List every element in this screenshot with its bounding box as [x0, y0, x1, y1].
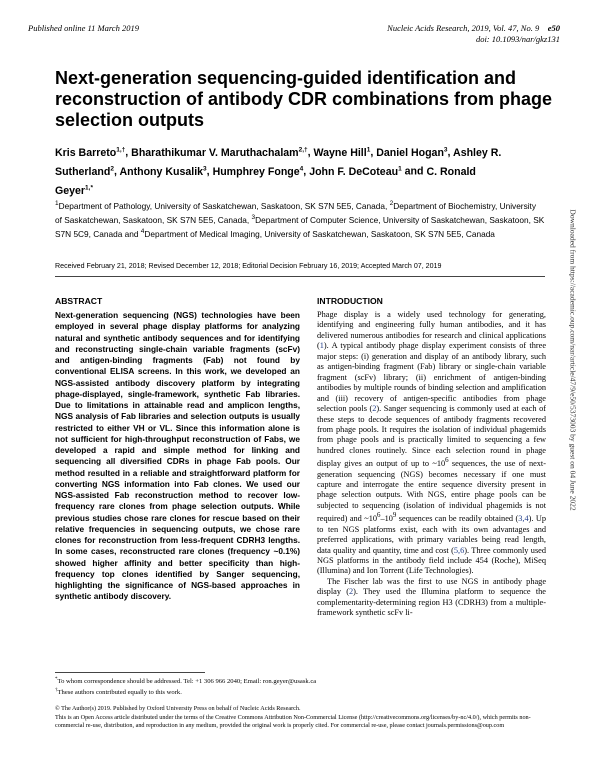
author: Bharathikumar V. Maruthachalam$^{2,\dagger}$: [131, 146, 308, 159]
citation-link[interactable]: 2: [349, 587, 354, 597]
author: Kris Barreto$^{1,\dagger}$: [55, 146, 126, 159]
author: C. Ronald Geyer$^{1,*}$: [55, 165, 476, 197]
doi: doi: 10.1093/nar/gkz131: [475, 34, 560, 44]
citation-link[interactable]: 2: [372, 404, 377, 414]
author: Anthony Kusalik$^3$: [119, 165, 207, 178]
paragraph: The Fischer lab was the first to use NGS in antibody phage display (2). They used the Illumina platform to sequence the complementarity-determining region H3 (CDRH3) from a multiple-framework synthetic scFv li-: [317, 576, 546, 618]
footnotes: [55, 675, 545, 698]
divider: [55, 276, 545, 277]
citation-link[interactable]: 3,4: [518, 514, 529, 524]
author: Ashley R. Sutherland$^2$: [55, 146, 502, 178]
author: Humphrey Fonge$^4$: [212, 165, 304, 178]
received-dates: Received February 21, 2018; Revised December 12, 2018; Editorial Decision February 16, 2019; Accepted March 07, 2019: [55, 262, 442, 270]
author-list: Kris Barreto$^{1,\dagger}$, Bharathikumar V. Maruthachalam$^{2,\dagger}$, Wayne Hill$^1$, Daniel Hogan$^3$, Ashley R. Sutherland$^2$, Anthony Kusalik$^3$, Humphrey Fonge$^4$, John F. DeCoteau$^1$ and C. Ronald Geyer$^{1,*}$: [55, 146, 502, 197]
author: Daniel Hogan$^3$: [376, 146, 448, 159]
author: Wayne Hill$^1$: [313, 146, 371, 159]
footnote: *To whom correspondence should be addressed. Tel: +1 306 966 2040; Email: ron.geyer@usask.ca: [55, 677, 317, 686]
introduction-text: [317, 310, 546, 619]
journal-citation: [387, 23, 560, 45]
abstract-heading: ABSTRACT: [55, 296, 103, 306]
footnote: †These authors contributed equally to this work.: [55, 688, 182, 697]
citation-link[interactable]: 5,6: [453, 545, 465, 555]
journal-name: Nucleic Acids Research, 2019, Vol. 47, No. 9: [387, 23, 540, 33]
author: John F. DeCoteau$^1$: [309, 165, 402, 178]
license-text: © The Author(s) 2019. Published by Oxford University Press on behalf of Nucleic Acids Research. This is an Open Access article distributed under the terms of the Creative Commons Attribution Non-Commercial License (http://creativecommons.org/licenses/by-nc/4.0/), which permits non-commercial re-use, distribution, and reproduction in any medium, provided the original work is properly cited. For commercial re-use, please contact journals.permissions@oup.com: [55, 705, 531, 730]
paper-title: Next-generation sequencing-guided identification and reconstruction of antibody CDR combinations from phage selection outputs: [55, 68, 553, 130]
published-date: Published online 11 March 2019: [28, 23, 139, 33]
article-id: e50: [547, 23, 560, 33]
citation-link[interactable]: 1: [319, 341, 324, 351]
abstract-text: Next-generation sequencing (NGS) technologies have been employed in several phage display platforms for analyzing natural and synthetic antibody sequences and for identifying and reconstructing single-chain variable fragments (scFv) and antigen-binding fragments (Fab) not found by conventional ELISA screens. In this work, we developed an NGS-assisted antibody discovery platform by integrating phage-displayed, single-framework, synthetic Fab libraries. Due to limitations in attainable read and amplicon lengths, NGS analysis of Fab libraries and selection outputs is usually restricted to either VH or VL. Since this information alone is not sufficient for high-throughput reconstruction of Fabs, we developed a rapid and simple method for linking and sequencing all diversified CDRs in phage Fab pools. Our method resulted in a reliable and straightforward platform for converting NGS information into Fab clones. We used our NGS-assisted Fab reconstruction method to recover low-frequency rare clones from phage selection outputs. While previous studies chose rare clones for rescue based on their relative frequencies in sequencing outputs, we chose rare clones for reconstruction from less-frequent CDRH3 lengths. In some cases, reconstructed rare clones (frequency ~0.1%) showed higher affinity and better specificity than high-frequency top clones identified by Sanger sequencing, highlighting the significance of NGS-based approaches in synthetic antibody discovery.: [55, 310, 300, 602]
introduction-heading: INTRODUCTION: [317, 296, 383, 306]
affiliations: $^1$Department of Pathology, University of Saskatchewan, Saskatoon, SK S7N 5E5, Canada, $^2$Department of Biochemistry, University of Saskatchewan, Saskatoon, SK S7N 5E5, Canada, $^3$Department of Computer Science, University of Saskatchewan, Saskatoon, SK S7N 5C9, Canada and $^4$Department of Medical Imaging, University of Saskatchewan, Saskatoon, SK S7N 5E5, Canada: [55, 200, 545, 239]
footnote-rule: [55, 672, 205, 673]
paragraph: Phage display is a widely used technology for generating, identifying and engineering fully human antibodies, and it has delivered numerous antibodies for research and clinical applications (1). A typical antibody phage display experiment consists of three major steps: (i) generation and display of an antibody library, such as antigen-binding fragment (Fab) library or single-chain variable fragment (scFv) library; (ii) enrichment of antigen-binding antibodies by multiple rounds of binding selection and amplification and (iii) recovery of antigen-specific antibodies from phage selection pools (2). Sanger sequencing is commonly used at each of these steps to decode sequences of antibody fragments recovered from phage pools. It requires the isolation of individual phagemids from phage pools and is practically limited to sequencing a few hundred clones routinely. Since each selection round in phage display gives an output of up to $\sim 10^6$ sequences, the use of next-generation sequencing (NGS) becomes necessary if one must capture and interrogate the entire sequence diversity present in phage selection outputs. With NGS, entire phage pools can be subjected to sequencing (isolation of individual phagemids is not required) and $\sim 10^6-10^9$ sequences can be readily obtained (3,4). Up to ten NGS platforms exist, each with its own advantages and preferred applications, with primary variables being read length, data quality and quantity, time and cost (5,6). Three commonly used NGS platforms in the antibody field include 454 (Roche), MiSeq (Illumina) and Ion Torrent (Life Technologies).: [317, 310, 547, 576]
